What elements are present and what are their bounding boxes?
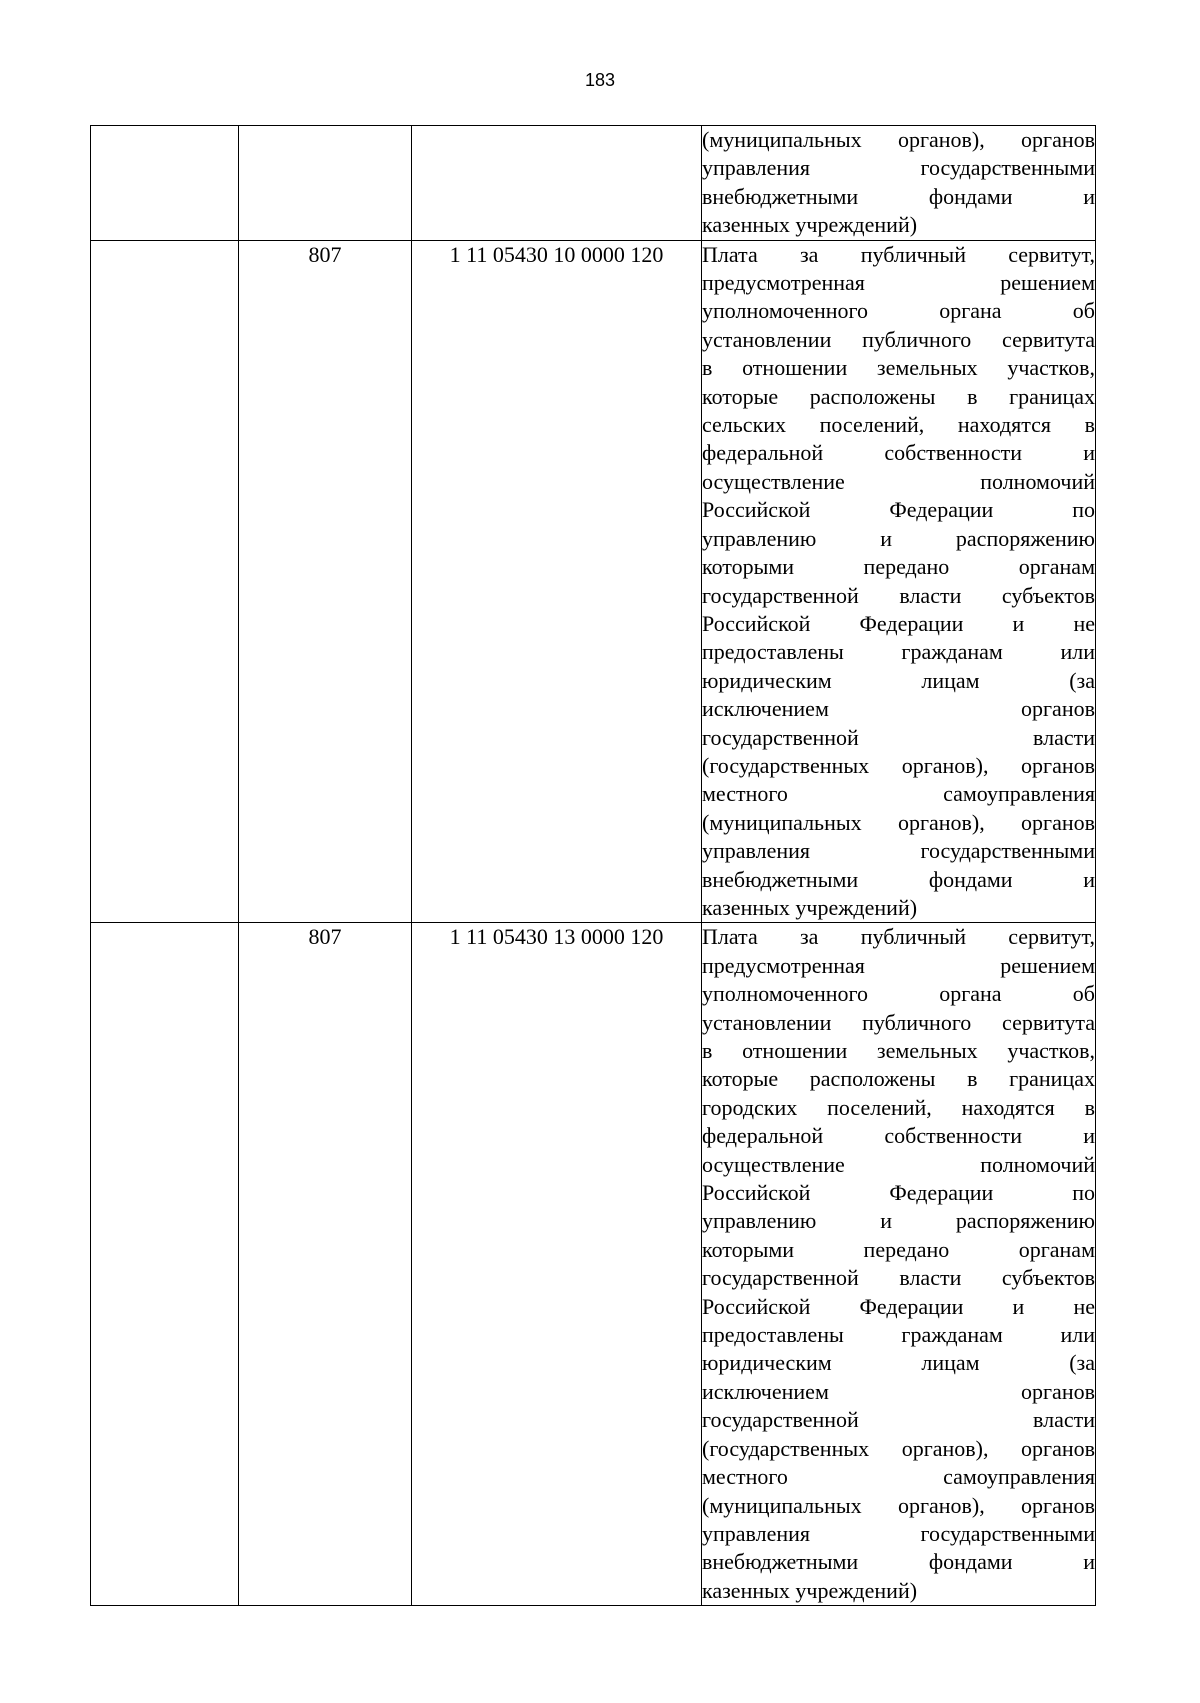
description-line: федеральной собственности и <box>702 1123 1095 1149</box>
description-line: (муниципальных органов), органов <box>702 809 1095 835</box>
description-cell <box>702 126 1096 241</box>
description-line: местного самоуправления <box>702 1464 1095 1490</box>
description-cell <box>702 240 1096 923</box>
description-line: Российской Федерации по <box>702 1180 1095 1206</box>
table-row <box>91 923 1096 1606</box>
income-codes-table <box>90 125 1096 1606</box>
description-line: городских поселений, находятся в <box>702 1094 1095 1120</box>
table-row <box>91 126 1096 241</box>
description-line: государственной власти субъектов <box>702 582 1095 608</box>
description-line: Плата за публичный сервитут, <box>702 241 1095 267</box>
empty-cell <box>91 126 239 241</box>
description-line: государственной власти <box>702 724 1095 750</box>
income-code-cell: 1 11 05430 13 0000 120 <box>412 923 702 1606</box>
description-line: сельских поселений, находятся в <box>702 412 1095 438</box>
description-line: которые расположены в границах <box>702 1066 1095 1092</box>
description-line: которыми передано органам <box>702 554 1095 580</box>
description-line: юридическим лицам (за <box>702 667 1095 693</box>
description-line: (муниципальных органов), органов <box>702 127 1095 152</box>
description-line: управления государственными <box>702 838 1095 864</box>
description-line: казенных учреждений) <box>702 212 918 238</box>
description-line: (муниципальных органов), органов <box>702 1492 1095 1518</box>
income-code-cell <box>412 126 702 241</box>
description-line: внебюджетными фондами и <box>702 866 1095 892</box>
description-line: предусмотренная решением <box>702 952 1095 978</box>
empty-cell <box>91 923 239 1606</box>
admin-code-cell: 807 <box>239 240 412 923</box>
description-line: управлению и распоряжению <box>702 1208 1095 1234</box>
description-line: предоставлены гражданам или <box>702 639 1095 665</box>
description-line: государственной власти <box>702 1407 1095 1433</box>
admin-code-cell: 807 <box>239 923 412 1606</box>
admin-code-cell <box>239 126 412 241</box>
description-line: установлении публичного сервитута <box>702 326 1095 352</box>
description-line: предоставлены гражданам или <box>702 1322 1095 1348</box>
description-line: осуществление полномочий <box>702 468 1095 494</box>
description-line: управления государственными <box>702 155 1095 181</box>
description-line: внебюджетными фондами и <box>702 183 1095 209</box>
description-cell <box>702 923 1096 1606</box>
description-line: в отношении земельных участков, <box>702 355 1095 381</box>
description-line: местного самоуправления <box>702 781 1095 807</box>
description-line: Российской Федерации и не <box>702 610 1095 636</box>
page-number: 183 <box>584 70 616 90</box>
description-line: Российской Федерации и не <box>702 1293 1095 1319</box>
income-code-cell: 1 11 05430 10 0000 120 <box>412 240 702 923</box>
description-line: уполномоченного органа об <box>702 298 1095 324</box>
description-line: предусмотренная решением <box>702 270 1095 296</box>
description-line: в отношении земельных участков, <box>702 1038 1095 1063</box>
description-line: исключением органов <box>702 1378 1095 1404</box>
description-line: федеральной собственности и <box>702 440 1095 466</box>
description-line: казенных учреждений) <box>702 1577 918 1603</box>
description-line: юридическим лицам (за <box>702 1350 1095 1376</box>
description-line: (государственных органов), органов <box>702 1435 1095 1461</box>
description-line: осуществление полномочий <box>702 1151 1095 1177</box>
empty-cell <box>91 240 239 923</box>
description-line: которыми передано органам <box>702 1236 1095 1262</box>
description-line: Плата за публичный сервитут, <box>702 924 1095 950</box>
description-line: установлении публичного сервитута <box>702 1009 1095 1035</box>
description-line: которые расположены в границах <box>702 383 1095 409</box>
description-line: управления государственными <box>702 1520 1095 1546</box>
description-line: исключением органов <box>702 696 1095 722</box>
description-line: государственной власти субъектов <box>702 1265 1095 1291</box>
description-line: уполномоченного органа об <box>702 981 1095 1007</box>
description-line: внебюджетными фондами и <box>702 1549 1095 1575</box>
table-row <box>91 240 1096 923</box>
description-line: Российской Федерации по <box>702 497 1095 523</box>
description-line: управлению и распоряжению <box>702 525 1095 551</box>
description-line: казенных учреждений) <box>702 894 918 920</box>
description-line: (государственных органов), органов <box>702 752 1095 778</box>
